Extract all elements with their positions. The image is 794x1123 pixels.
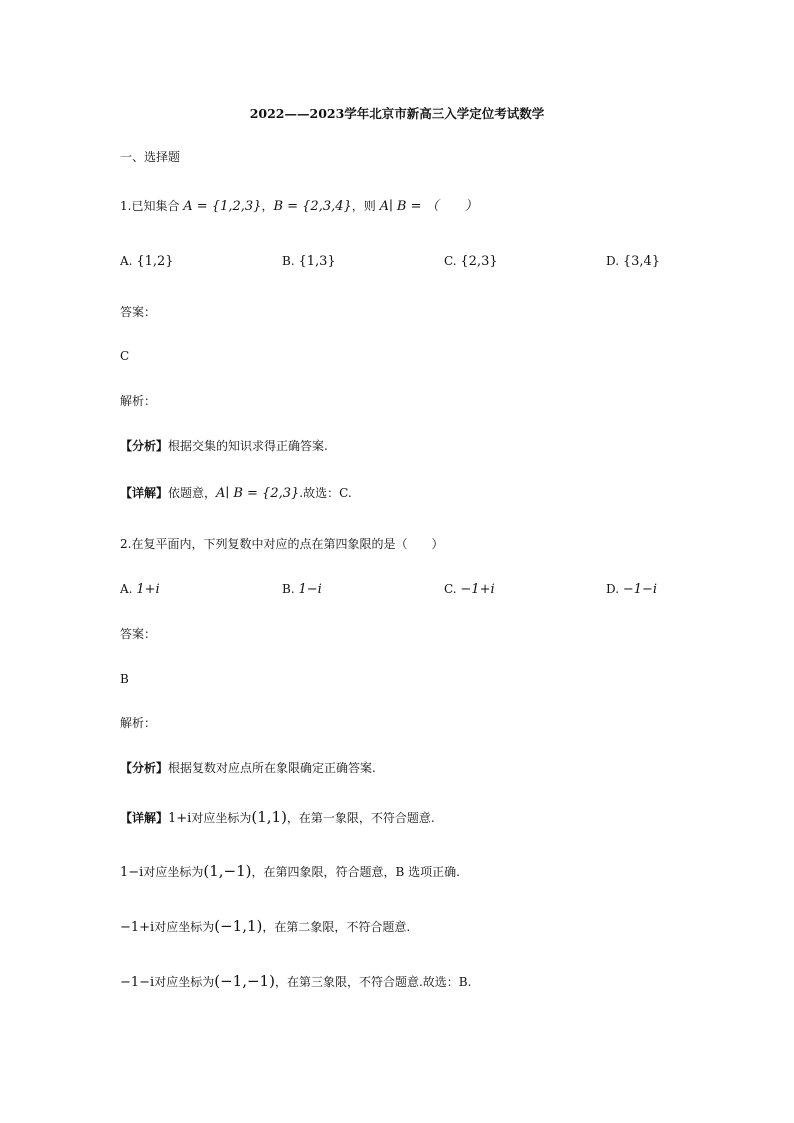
q1-separator: ， xyxy=(261,199,274,213)
option-label: B. xyxy=(282,582,295,596)
option-label: D. xyxy=(606,582,620,596)
q1-expression: A∣ B = （ ） xyxy=(379,199,478,214)
option-value: {2,3} xyxy=(460,254,498,269)
section-heading: 一、选择题 xyxy=(120,150,181,164)
option-value: {3,4} xyxy=(622,254,661,269)
detail-expression: 1−i xyxy=(120,865,144,880)
option-label: D. xyxy=(606,254,620,268)
detail-prefix: 依题意， xyxy=(168,486,217,500)
detail-coordinate: (−1,−1) xyxy=(214,972,275,990)
q2-option-d xyxy=(606,580,657,599)
detail-mid: 对应坐标为 xyxy=(154,975,215,989)
q2-analysis xyxy=(120,759,376,777)
option-label: A. xyxy=(120,582,133,596)
q2-detail-line-4 xyxy=(120,972,471,992)
detail-tail: ，在第二象限，不符合题意. xyxy=(262,920,411,934)
option-label: B. xyxy=(282,254,295,268)
q1-stem-prefix: 1.已知集合 xyxy=(120,199,184,213)
q2-option-b xyxy=(282,580,322,599)
analysis-tag: 【分析】 xyxy=(120,439,169,453)
detail-mid: 对应坐标为 xyxy=(191,811,252,825)
q2-option-c xyxy=(444,580,495,599)
detail-tail: ，在第四象限，符合题意，B 选项正确. xyxy=(251,865,460,879)
q2-answer: B xyxy=(120,672,129,686)
detail-tail: ，在第三象限，不符合题意.故选：B. xyxy=(274,975,472,989)
q1-set-b: B = {2,3,4} xyxy=(273,199,352,214)
option-label: C. xyxy=(444,254,457,268)
detail-tail: ，在第一象限，不符合题意. xyxy=(286,811,435,825)
q1-option-a xyxy=(120,252,174,271)
detail-expression: −1+i xyxy=(120,920,155,935)
option-value: −1−i xyxy=(622,582,658,597)
detail-expression: A∣ B = {2,3} xyxy=(216,486,300,501)
q2-option-a xyxy=(120,580,160,599)
question-1-stem xyxy=(120,197,478,216)
option-label: A. xyxy=(120,254,133,268)
option-label: C. xyxy=(444,582,457,596)
detail-coordinate: (1,−1) xyxy=(203,862,252,880)
q2-answer-label: 答案： xyxy=(120,627,157,641)
option-value: {1,3} xyxy=(298,254,336,269)
option-value: −1+i xyxy=(460,582,495,597)
q2-detail-line-3 xyxy=(120,917,410,937)
q1-answer: C xyxy=(120,349,130,363)
q2-detail-line-1 xyxy=(120,808,435,828)
q1-stem-mid: ，则 xyxy=(351,199,380,213)
detail-tag: 【详解】 xyxy=(120,811,169,825)
q2-analysis-label: 解析： xyxy=(120,716,157,730)
q1-set-a: A = {1,2,3} xyxy=(183,199,262,214)
option-value: 1−i xyxy=(298,582,322,597)
analysis-text: 根据复数对应点所在象限确定正确答案. xyxy=(168,761,376,775)
q1-option-d xyxy=(606,252,660,271)
q1-option-c xyxy=(444,252,498,271)
q1-analysis xyxy=(120,437,328,455)
q1-answer-label: 答案： xyxy=(120,305,157,319)
q1-analysis-label: 解析： xyxy=(120,394,157,408)
document-title: 2022——2023学年北京市新高三入学定位考试数学 xyxy=(249,106,545,121)
q1-detail xyxy=(120,484,352,503)
detail-tag: 【详解】 xyxy=(120,486,169,500)
question-2-stem: 2.在复平面内，下列复数中对应的点在第四象限的是（ ） xyxy=(120,537,444,551)
analysis-tag: 【分析】 xyxy=(120,761,169,775)
q2-detail-line-2 xyxy=(120,862,460,882)
detail-coordinate: (−1,1) xyxy=(214,917,263,935)
option-value: 1+i xyxy=(136,582,160,597)
detail-expression: 1+i xyxy=(168,811,192,826)
detail-coordinate: (1,1) xyxy=(251,808,287,826)
option-value: {1,2} xyxy=(136,254,174,269)
detail-mid: 对应坐标为 xyxy=(154,920,215,934)
q1-option-b xyxy=(282,252,336,271)
detail-expression: −1−i xyxy=(120,975,155,990)
detail-suffix: .故选：C. xyxy=(299,486,352,500)
detail-mid: 对应坐标为 xyxy=(143,865,204,879)
analysis-text: 根据交集的知识求得正确答案. xyxy=(168,439,328,453)
